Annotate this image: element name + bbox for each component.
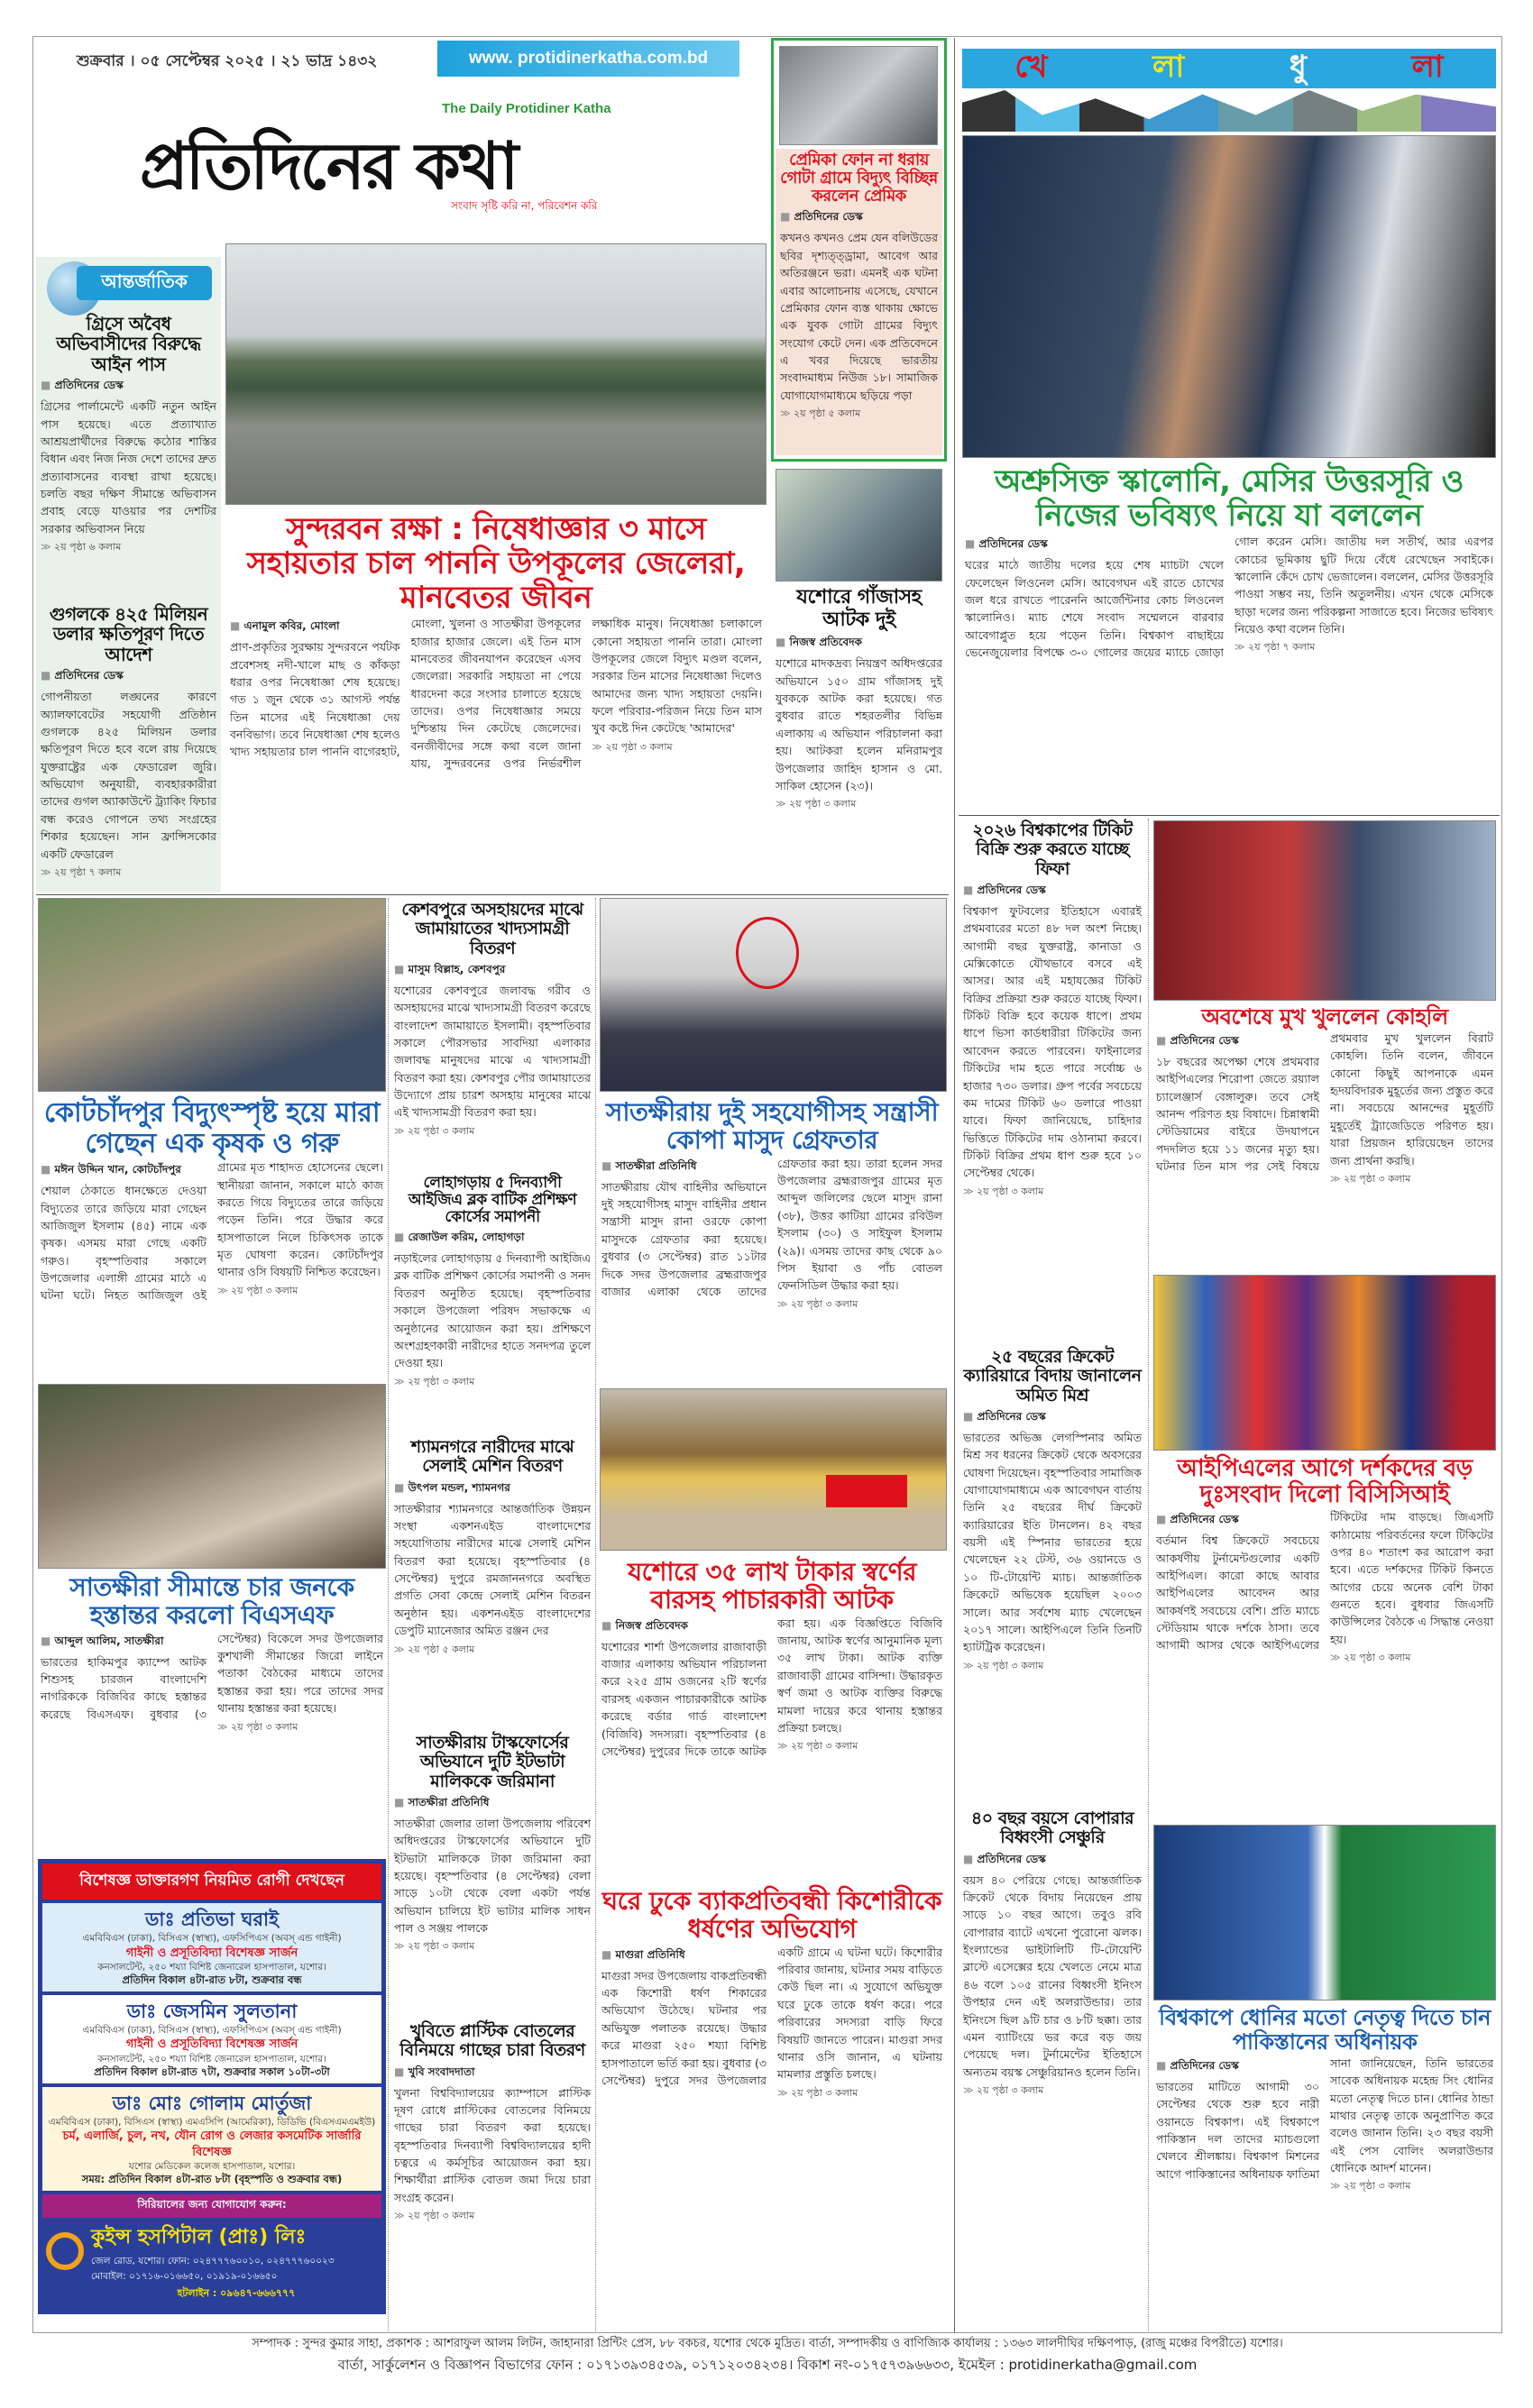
footer-imprint: সম্পাদক : সুন্দর কুমার সাহা, প্রকাশক : আশরাফুল আলম লিটন, জাহানারা প্রিন্টিং প্রেস, ৮৮ বকচর, যশোর থেকে মুদ্রিত। বার্তা, সম্পাদকীয় ও বাণিজ্যিক কার্যালয় : ১৩৬৩ লালদীঘির দক্ষিণপাড়, (রাজু মঞ্চের বিপরীতে) যশোর। <box>252 2337 1283 2350</box>
doctor-degrees: এমবিবিএস (ঢাকা), বিসিএস (স্বাস্থ্য), এফসিপিএস (অবস্ এন্ড গাইনী) <box>82 1933 342 1945</box>
article-dhoni <box>1152 2003 1498 2332</box>
continued-link[interactable]: ≫ ২য় পৃষ্ঠা ৩ কলাম <box>1330 2178 1493 2195</box>
continued-link[interactable]: ≫ ২য় পৃষ্ঠা ৬ কলাম <box>41 539 216 556</box>
hospital-hotline: হটলাইন : ০৯৬৪৭-৬৬৬৭৭৭ <box>177 2286 296 2299</box>
doctor-specialty: গাইনী ও প্রসূতিবিদ্যা বিশেষজ্ঞ সার্জন <box>125 1946 298 1960</box>
divider <box>595 898 596 2331</box>
article-body: বয়স ৪০ পেরিয়ে গেছে। আন্তর্জাতিক ক্রিকেট থেকে বিদায় নিয়েছেন প্রায় সাড়ে ১০ বছর আগে। তবুও রবি বোপারার ব্যাটে এখনো পুরোনো ঝলক। ইংল্যান্ডের ভাইটালিটি টি-টোয়েন্টি ব্লাস্টে এসেক্সের হয়ে খেলতে নেমে মাত্র ৪৬ বলে ১০৫ রানের বিধ্বংসী ইনিংস উপহার দেন এই অলরাউন্ডার। তার ইনিংসে ছিল ৯টি চার ও ৮টি ছক্কা। তার এমন ব্যাটিংয়ে ভর করে বড় জয় পেয়েছে দল। টুর্নামেন্টের ইতিহাসে অন্যতম বয়স্ক সেঞ্চুরিয়ানও হলেন তিনি। <box>963 1872 1142 2079</box>
article-body: গোপনীয়তা লঙ্ঘনের কারণে অ্যালফাবেটের সহযোগী প্রতিষ্ঠান গুগলকে ৪২৫ মিলিয়ন ডলার ক্ষতিপূরণ দিতে হবে বলে রায় দিয়েছে যুক্তরাষ্ট্রের এক ফেডারেল জুরি। অভিযোগ অনুযায়ী, ব্যবহারকারীরা তাদের গুগল অ্যাকাউন্টে ট্র্যাকিং ফিচার বন্ধ করেও গোপনে তথ্য সংগ্রহের শিকার হয়েছেন। সান ফ্রান্সিসকোর একটি ফেডারেল <box>41 690 216 861</box>
continued-link[interactable]: ≫ ২য় পৃষ্ঠা ৫ কলাম <box>780 406 938 423</box>
headline[interactable]: সুন্দরবন রক্ষা : নিষেধাজ্ঞার ৩ মাসে সহায়তার চাল পাননি উপকূলের জেলেরা, মানবেতর জীবন <box>246 511 746 617</box>
article-body-wrap <box>1156 1030 1493 1188</box>
ad-contact-label: সিরিয়ালের জন্য যোগাযোগ করুন: <box>42 2194 381 2218</box>
article-body: শেয়াল ঠেকাতে ধানক্ষেতে দেওয়া বিদ্যুতের তারে জড়িয়ে মারা গেছেন আজিজুল ইসলাম (৪৫) নামে এক কৃষক। এসময় মারা গেছে একটি গরুও। বৃহস্পতিবার সকালে উপজেলার এলাঙ্গী গ্রামের মাঠে এ ঘটনা ঘটে। নিহত আজিজুল ওই গ্রামের মৃত শাহাদত হোসেনের ছেলে। স্থানীয়রা জানান, সকালে মাঠে কাজ করতে গিয়ে বিদ্যুতের তারে জড়িয়ে পড়েন তিনি। পরে উদ্ধার করে হাসপাতালে নিলে চিকিৎসক তাকে মৃত ঘোষণা করেন। কোটচাঁদপুর থানার ওসি বিষয়টি নিশ্চিত করেছেন। <box>41 1160 383 1303</box>
divider <box>388 898 389 2331</box>
photo-dhoni-fatima <box>1153 1825 1496 2001</box>
article-body-wrap <box>41 1630 383 1736</box>
banner-letter: লা <box>1152 48 1185 85</box>
continued-link[interactable]: ≫ ২য় পৃষ্ঠা ৭ কলাম <box>41 865 216 882</box>
headline[interactable]: খুবিতে প্লাস্টিক বোতলের বিনিময়ে গাছের চারা বিতরণ <box>399 2021 585 2061</box>
headline[interactable]: যশোরে গাঁজাসহ আটক দুই <box>796 586 922 631</box>
article-body: কখনও কখনও প্রেম যেন বলিউডের ছবির দৃশ্যত্ত্ড্রামা, আবেগ আর অতিরঞ্জনে ভরা। এমনই এক ঘটনা এবার আলোচনায় এসেছে, যেখানে প্রেমিকার ফোন ব্যস্ত থাকায় ক্ষোভে এক যুবক গোটা গ্রামের বিদ্যুৎ সংযোগ কেটে দেন। এক প্রতিবেদনে এ খবর দিয়েছে ভারতীয় সংবাদমাধ্যম নিউজ ১৮। সামাজিক যোগাযোগমাধ্যমে ছড়িয়ে পড়া <box>780 231 938 402</box>
slogan: সংবাদ সৃষ্টি করি না, পরিবেশন করি <box>451 199 598 212</box>
article-byline: ■ প্রতিদিনের ডেস্ক <box>965 536 1224 554</box>
website-link[interactable] <box>437 41 739 77</box>
article-byline: ■ প্রতিদিনের ডেস্ক <box>41 668 216 686</box>
article-fifa <box>959 819 1146 1341</box>
article-lohagara <box>390 1172 595 1433</box>
article-satkhira-arrest <box>597 1095 947 1384</box>
photo-bgb-handover <box>38 1384 386 1569</box>
headline[interactable]: সাতক্ষীরায় দুই সহযোগীসহ সন্ত্রাসী কোপা মাসুদ গ্রেফতার <box>605 1097 939 1156</box>
article-body-wrap <box>230 615 762 772</box>
article-body-wrap <box>394 2065 591 2226</box>
headline[interactable]: প্রেমিকা ফোন না ধরায় গোটা গ্রামে বিদ্যুৎ বিচ্ছিন্ন করলেন প্রেমিক <box>780 151 938 206</box>
doctor-workplace: যশোর মেডিকেল কলেজ হাসপাতাল, যশোর। <box>128 2161 296 2173</box>
article-byline: ■ প্রতিদিনের ডেস্ক <box>41 378 216 396</box>
hospital-block <box>42 2218 381 2303</box>
headline[interactable]: কোটচাঁদপুর বিদ্যুৎস্পৃষ্ট হয়ে মারা গেছেন এক কৃষক ও গরু <box>43 1097 381 1159</box>
headline[interactable]: ৪০ বছর বয়সে বোপারার বিধ্বংসী সেঞ্চুরি <box>970 1808 1134 1848</box>
article-body-wrap <box>780 209 938 423</box>
continued-link[interactable]: ≫ ২য় পৃষ্ঠা ৩ কলাম <box>1330 1650 1493 1667</box>
headline[interactable]: অশ্রুসিক্ত স্কালোনি, মেসির উত্তরসূরি ও নিজের ভবিষ্যৎ নিয়ে যা বললেন <box>994 463 1464 535</box>
doctor-hours: সময়: প্রতিদিন বিকাল ৪টা-রাত ৮টা (বৃহস্পতি ও শুক্রবার বন্ধ) <box>81 2173 343 2186</box>
date-line-text: শুক্রবার । ০৫ সেপ্টেম্বর ২০২৫ । ২১ ভাদ্র ১৪৩২ <box>77 52 378 70</box>
photo-arrested-two <box>776 469 942 581</box>
continued-link[interactable]: ≫ ২য় পৃষ্ঠা ৭ কলাম <box>1235 639 1493 656</box>
headline[interactable]: ঘরে ঢুকে ব্যাকপ্রতিবন্ধী কিশোরীকে ধর্ষণের অভিযোগ <box>601 1886 942 1945</box>
article-body: নড়াইলের লোহাগড়ায় ৫ দিনব্যাপী আইজিএ ব্লক বাটিক প্রশিক্ষণ কোর্সের সমাপনী ও সনদ বিতরণ অনুষ্ঠিত হয়েছে। বৃহস্পতিবার সকালে উপজেলা পরিষদ সভাকক্ষে এ অনুষ্ঠানের আয়োজন করা হয়। প্রশিক্ষণে অংশগ্রহণকারী নারীদের হাতে সনদপত্র তুলে দেওয়া হয়। <box>394 1251 591 1370</box>
photo-arrested-three <box>600 898 947 1092</box>
article-body-wrap <box>601 1944 942 2102</box>
doctor-degrees: এমবিবিএস (ঢাকা), বিসিএস (স্বাস্থ্য), এফসিপিএস (অবস্ এন্ড গাইনী) <box>82 2025 342 2037</box>
continued-link[interactable]: ≫ ২য় পৃষ্ঠা ৩ কলাম <box>963 1184 1142 1201</box>
article-byline: ■ মঈন উদ্দিন খান, কোটচাঁদপুর <box>41 1162 207 1180</box>
article-body-wrap <box>963 1852 1142 2101</box>
article-greece <box>36 311 221 600</box>
photo-ipl-captains <box>1153 1275 1496 1451</box>
doctor-workplace: কনসালটেন্ট, ২৫০ শয্যা বিশিষ্ট জেনারেল হাসপাতাল, যশোর। <box>97 2053 326 2065</box>
article-body-wrap <box>1156 2055 1493 2196</box>
article-shyamnagar <box>390 1435 595 1728</box>
continued-link[interactable]: ≫ ২য় পৃষ্ঠা ৩ কলাম <box>394 1938 591 1955</box>
photo-scaloni <box>962 135 1496 458</box>
photo-electric-pole <box>779 46 938 145</box>
article-body-wrap <box>41 668 216 882</box>
article-body: মাগুরা সদর উপজেলায় বাকপ্রতিবন্ধী এক কিশোরী ধর্ষণ শিকারের অভিযোগ উঠেছে। ঘটনার পর অভিযুক্ত পলাতক রয়েছে। উদ্ধার করে মাগুরা ২৫০ শয্যা বিশিষ্ট হাসপাতালে ভর্তি করা হয়। বুধবার (৩ সেপ্টেম্বর) দুপুরে সদর উপজেলার একটি গ্রামে এ ঘটনা ঘটে। কিশোরীর পরিবার জানায়, ঘটনার সময় বাড়িতে কেউ ছিল না। এ সুযোগে অভিযুক্ত ঘরে ঢুকে তাকে ধর্ষণ করে। পরে পরিবারের সদস্যরা বাড়ি ফিরে বিষয়টি জানতে পারেন। মাগুরা সদর থানার ওসি জানান, এ ঘটনায় মামলার প্রস্তুতি চলছে। <box>601 1945 942 2087</box>
section-label-text: আন্তর্জাতিক <box>101 270 188 292</box>
article-body-wrap <box>601 1155 942 1314</box>
article-ipl <box>1152 1453 1498 1823</box>
article-byline: ■ নিজস্ব প্রতিবেদক <box>776 635 942 653</box>
doctor-specialty: চর্ম, এলার্জি, চুল, নখ, যৌন রোগ ও লেজার কসমেটিক সার্জারি বিশেষজ্ঞ <box>62 2129 362 2159</box>
article-byline: ■ প্রতিদিনের ডেস্ক <box>963 1409 1142 1427</box>
divider <box>1148 819 1149 2333</box>
headline[interactable]: গুগলকে ৪২৫ মিলিয়ন ডলার ক্ষতিপূরণ দিতে আদেশ <box>49 603 208 665</box>
article-kotchandpur <box>36 1095 388 1379</box>
banner-letter: ধু <box>1289 48 1307 85</box>
english-name: The Daily Protidiner Katha <box>442 101 611 116</box>
continued-link[interactable]: ≫ ২য় পৃষ্ঠা ৩ কলাম <box>217 1719 383 1736</box>
queens-logo-icon <box>46 2232 84 2270</box>
article-byline: ■ প্রতিদিনের ডেস্ক <box>963 1852 1142 1870</box>
headline[interactable]: আইপিএলের আগে দর্শকদের বড় দুঃসংবাদ দিলো বিসিসিআই <box>1177 1455 1473 1509</box>
premika-box <box>771 38 947 462</box>
sports-section <box>954 38 1502 2333</box>
article-body: যশোরে মাদকদ্রব্য নিয়ন্ত্রণ অধিদপ্তরের অভিযানে ১৫০ গ্রাম গাঁজাসহ দুই যুবককে আটক করা হয়েছে। গত বুধবার রাতে শহরতলীর বিভিন্ন এলাকায় এ অভিযান পরিচালনা করা হয়। আটকরা হলেন মনিরামপুর উপজেলার জাহিদ হাসান ও মো. সাকিল হোসেন (২৩)। <box>776 656 942 792</box>
article-body-wrap <box>41 1158 383 1305</box>
section-label <box>77 266 212 300</box>
article-body: যশোরের কেশবপুরে জলাবদ্ধ গরীব ও অসহায়দের মাঝে খাদ্যসামগ্রী বিতরণ করেছে বাংলাদেশ জামায়াতে ইসলামী। বৃহস্পতিবার সকালে পৌরসভার সাবদিয়া এলাকার জলাবদ্ধ মানুষদের মাঝে এ খাদ্যসামগ্রী বিতরণ করা হয়। কেশবপুর পৌর জামায়াতের উদ্যোগে প্রায় চারশ অসহায় মানুষের মাঝে এই খাদ্যসামগ্রী বিতরণ করা হয়। <box>394 983 591 1120</box>
hospital-mobile: মোবাইল: ০১৭১৬-০১৬৬৫০, ০১৯১৯-০১৬৬৫০ <box>91 2270 278 2282</box>
article-scaloni <box>960 462 1498 813</box>
doctor-name: ডাঃ জেসমিন সুলতানা <box>126 2000 298 2022</box>
article-body-wrap <box>963 883 1142 1201</box>
headline[interactable]: ২০২৬ বিশ্বকাপের টিকিট বিক্রি শুরু করতে যাচ্ছে ফিফা <box>972 820 1133 879</box>
hospital-ad[interactable] <box>38 1859 386 2314</box>
article-premika <box>776 149 942 455</box>
footer <box>32 2335 1502 2376</box>
article-byline: ■ রেজাউল করিম, লোহাগড়া <box>394 1230 591 1248</box>
photo-gold-bars <box>600 1388 947 1551</box>
article-body-wrap <box>394 1480 591 1659</box>
divider <box>36 894 949 895</box>
article-body-wrap <box>394 1230 591 1391</box>
continued-link[interactable]: ≫ ২য় পৃষ্ঠা ৩ কলাম <box>777 2085 942 2102</box>
article-byline: ■ প্রতিদিনের ডেস্ক <box>963 883 1142 901</box>
article-byline: ■ প্রতিদিনের ডেস্ক <box>1156 1033 1319 1051</box>
article-body: খুলনা বিশ্ববিদ্যালয়ের ক্যাম্পাসে প্লাস্টিক দূষণ রোধে প্লাস্টিকের বোতলের বিনিময়ে গাছের চারা বিতরণ করা হয়েছে। বৃহস্পতিবার দিনব্যাপী বিশ্ববিদ্যালয়ের হাদী চত্বরে এ কর্মসূচির আয়োজন করা হয়। শিক্ষার্থীরা প্লাস্টিক বোতল জমা দিয়ে চারা সংগ্রহ করেন। <box>394 2085 591 2204</box>
article-body: গ্রিসের পার্লামেন্টে একটি নতুন আইন পাস হয়েছে। এতে প্রত্যাখ্যাত আশ্রয়প্রার্থীদের বিরুদ্ধে কঠোর শাস্তির বিধান এবং নিজ নিজ দেশে তাদের দ্রুত প্রত্যাবাসনের ব্যবস্থা রাখা হয়েছে। চলতি বছর দক্ষিণ সীমান্তে অভিবাসন প্রবাহ বেড়ে যাওয়ার পর দেশটির সরকার অভিবাসন নিয়ে <box>41 399 216 536</box>
article-byline: ■ এনামুল কবির, মোংলা <box>230 618 400 636</box>
article-body-wrap <box>41 378 216 556</box>
doctor-name: ডাঃ মোঃ গোলাম মোর্তুজা <box>112 2092 312 2114</box>
article-byline: ■ প্রতিদিনের ডেস্ক <box>780 209 938 227</box>
newspaper-logo[interactable]: প্রতিদিনের কথা <box>140 127 517 204</box>
continued-link[interactable]: ≫ ২য় পৃষ্ঠা ৩ কলাম <box>1330 1171 1493 1188</box>
article-gold <box>597 1555 947 1880</box>
doctor-hours: প্রতিদিন বিকাল ৪টা-রাত ৮টা, শুক্রবার বন্ধ <box>122 1973 302 1987</box>
article-byline: ■ সাতক্ষীরা প্রতিনিধি <box>601 1158 766 1177</box>
article-byline: ■ নিজস্ব প্রতিবেদক <box>601 1618 766 1636</box>
article-body-wrap <box>963 1409 1142 1675</box>
article-sundarban <box>225 509 766 893</box>
doctor-card <box>42 1903 381 1991</box>
banner-letter: লা <box>1411 48 1444 85</box>
article-body-wrap <box>601 1615 942 1761</box>
headline[interactable]: অবশেষে মুখ খুললেন কোহলি <box>1201 1004 1448 1030</box>
article-body: যশোরের শার্শা উপজেলার রাজাবাড়ী বাজার এলাকায় অভিযান পরিচালনা করে ২২৫ গ্রাম ওজনের ২টি স্বর্ণের বারসহ একজন পাচারকারীকে আটক করেছে বর্ডার গার্ড বাংলাদেশ (বিজিবি) সদস্যরা। বৃহস্পতিবার (৪ সেপ্টেম্বর) দুপুরের দিকে তাকে আটক করা হয়। এক বিজ্ঞপ্তিতে বিজিবি জানায়, আটক স্বর্ণের আনুমানিক মূল্য ৩৫ লাখ টাকা। আটক ব্যক্তি রাজাবাড়ী গ্রামের বাসিন্দা। উদ্ধারকৃত স্বর্ণ জমা ও আটক ব্যক্তির বিরুদ্ধে মামলা দায়ের করে থানায় হস্তান্তর প্রক্রিয়া চলছে। <box>601 1616 942 1758</box>
article-body-wrap <box>965 533 1493 661</box>
international-section <box>36 257 221 893</box>
headline[interactable]: ২৫ বছরের ক্রিকেট ক্যারিয়ারে বিদায় জানালেন অমিত মিশ্র <box>963 1347 1142 1405</box>
doctor-name: ডাঃ প্রতিভা ঘরাই <box>144 1909 280 1930</box>
article-taskforce <box>390 1731 595 2001</box>
article-bsf <box>36 1570 388 1854</box>
photo-kohli <box>1153 820 1496 1001</box>
ad-title: বিশেষজ্ঞ ডাক্তারগণ নিয়মিত রোগী দেখছেন <box>42 1863 381 1900</box>
continued-link[interactable]: ≫ ২য় পৃষ্ঠা ৫ কলাম <box>394 1642 591 1659</box>
article-body: ঘরের মাঠে জাতীয় দলের হয়ে শেষ ম্যাচটা খেলে ফেলেছেন লিওনেল মেসি। আবেগঘন এই রাতে চোখের জল ধরে রাখতে পারেননি আর্জেন্টিনার কোচ লিওনেল স্কালোনিও। ম্যাচ শেষে সংবাদ সম্মেলনে বারবার আবেগাপ্লুত হয়ে পড়েন তিনি। বিশ্বকাপ বাছাইয়ে ভেনেজুয়েলার বিপক্ষে ৩-০ গোলের জয়ের ম্যাচে জোড়া গোল করেন মেসি। জাতীয় দল সতীর্থ, আর এরপর কোচের ভূমিকায় ছুটি দিয়ে বেঁধে রেখেছেন সবাইকে। স্কালোনি কেঁদে চোখ ভেজালেন। বললেন, মেসির উত্তরসূরি পাওয়া সম্ভব নয়, তিনি অতুলনীয়। এখন থেকে মেসিকে ছাড়া দলের জন্য পরিকল্পনা সাজাতে হবে। নিজের ভবিষ্যৎ নিয়েও কথা বলেন তিনি। <box>965 535 1494 660</box>
doctor-degrees: এমবিবিএস (ঢাকা), বিসিএস (স্বাস্থ্য) এমএসিপি (আমেরিকা), ডিডিভি (বিএসএমএমইউ) <box>48 2116 376 2128</box>
website-text: www. protidinerkatha.com.bd <box>468 49 709 68</box>
headline[interactable]: কেশবপুরে অসহায়দের মাঝে জামায়াতের খাদ্যসামগ্রী বিতরণ <box>401 900 583 958</box>
article-body-wrap <box>394 962 591 1140</box>
doctor-workplace: কনসালটেন্ট, ২৫০ শয্যা বিশিষ্ট জেনারেল হাসপাতাল, যশোর। <box>97 1962 326 1973</box>
article-body: ভারতের মাটিতে আগামী ৩০ সেপ্টেম্বর থেকে শুরু হবে নারী ওয়ানডে বিশ্বকাপ। এই বিশ্বকাপে পাকিস্তান দল তাদের ম্যাচগুলো খেলবে শ্রীলঙ্কায়। বিশ্বকাপ মিশনের আগে পাকিস্তানের অধিনায়ক ফাতিমা সানা জানিয়েছেন, তিনি ভারতের সাবেক অধিনায়ক মহেন্দ্র সিং ধোনির মতো নেতৃত্ব দিতে চান। ধোনির ঠান্ডা মাথার নেতৃত্ব তাকে অনুপ্রাণিত করে বলেও জানান তিনি। ২৩ বছর বয়সী এই পেস বোলিং অলরাউন্ডার ধোনিকে আদর্শ মানেন। <box>1156 2055 1493 2181</box>
article-byline: ■ আব্দুল আলিম, সাতক্ষীরা <box>41 1634 207 1652</box>
headline[interactable]: বিশ্বকাপে ধোনির মতো নেতৃত্ব দিতে চান পাকিস্তানের অধিনায়ক <box>1159 2005 1491 2055</box>
hospital-address: জেল রোড, যশোর। ফোন: ০২৪৭৭৭৬০০১০, ০২৪৭৭৭৬০০২৩ <box>91 2255 335 2266</box>
headline[interactable]: সাতক্ষীরা সীমান্তে চার জনকে হস্তান্তর করলো বিএসএফ <box>69 1572 354 1631</box>
continued-link[interactable]: ≫ ২য় পৃষ্ঠা ৩ কলাম <box>963 2083 1142 2100</box>
article-gore <box>597 1884 947 2330</box>
gold-label <box>826 1475 907 1507</box>
continued-link[interactable]: ≫ ২য় পৃষ্ঠা ৩ কলাম <box>592 739 762 756</box>
article-bopara <box>959 1807 1146 2330</box>
article-body: সাতক্ষীরার শ্যামনগরে আন্তর্জাতিক উন্নয়ন সংস্থা একশনএইড বাংলাদেশের সহযোগিতায় নারীদের মাঝে সেলাই মেশিন বিতরণ করা হয়েছে। বৃহস্পতিবার (৪ সেপ্টেম্বর) দুপুরে রমজাননগরে অবস্থিত প্রগতি সেবা কেন্দ্রে সেলাই মেশিন বিতরন অনুষ্ঠান হয়। একশনএইড বাংলাদেশের ডেপুটি ম্যানেজার অমিত রঞ্জন দের <box>394 1501 591 1638</box>
footer-contact: বার্তা, সার্কুলেশন ও বিজ্ঞাপন বিভাগের ফোন : ০১৭১৩৯৩৪৫৩৯, ০১৭১২০৩৪২৩৪। বিকাশ নং-০১৭৫৭৩৯৬৬৩৩, ইমেইল : protidinerkatha@gmail.com <box>337 2356 1198 2373</box>
headline[interactable]: শ্যামনগরে নারীদের মাঝে সেলাই মেশিন বিতরণ <box>410 1437 574 1477</box>
article-byline: ■ মাসুম বিল্লাহ, কেশবপুর <box>394 962 591 980</box>
headline[interactable]: সাতক্ষীরায় টাস্কফোর্সের অভিযানে দুটি ইটভাটা মালিককে জরিমানা <box>416 1733 569 1791</box>
article-byline: ■ সাতক্ষীরা প্রতিনিধি <box>394 1795 591 1813</box>
photo-fishing-boats <box>225 243 766 505</box>
article-google <box>36 601 221 890</box>
article-body: প্রাণ-প্রকৃতির সুরক্ষায় সুন্দরবনে পর্যটক প্রবেশসহ নদী-খালে মাছ ও কাঁকড়া ধরার ওপর নিষেধাজ্ঞা শেষ হয়েছে। গত ১ জুন থেকে ৩১ আগস্ট পর্যন্ত তিন মাসের এই নিষেধাজ্ঞা দেয় বনবিভাগ। তবে নিষেধাজ্ঞা শেষ হলেও খাদ্য সহায়তার চাল পাননি বাগেরহাট, মোংলা, খুলনা ও সাতক্ষীরা উপকূলের হাজার হাজার জেলে। এই তিন মাস মানবেতর জীবনযাপন করেছেন এসব জেলেরা। সরকারি সহায়তা না পেয়ে ধারদেনা করে সংসার চালাতে হয়েছে তাদের। ওপর নিষেধাজ্ঞার সময়ে দুশ্চিন্তায় দিন কেটেছে জেলেদের। বনজীবীদের সঙ্গে কথা বলে জানা যায়, সুন্দরবনের ওপর নির্ভরশীল লক্ষাধিক মানুষ। নিষেধাজ্ঞা চলাকালে কোনো সহায়তা পাননি তারা। মোংলা উপকূলের জেলে বিদ্যুৎ মণ্ডল বলেন, সরকার তিন মাসের নিষেধাজ্ঞা দিলেও আমাদের জন্য খাদ্য সহায়তা দেয়নি। ফলে পরিবার-পরিজন নিয়ে তিন মাস খুব কষ্টে দিন কেটেছে 'আমাদের' <box>230 617 762 771</box>
article-ganja <box>771 584 947 893</box>
doctor-hours: প্রতিদিন বিকাল ৪টা-রাত ৭টা, শুক্রবার সকাল ১০টা-৩টা <box>94 2065 330 2078</box>
divider <box>959 815 1500 816</box>
continued-link[interactable]: ≫ ২য় পৃষ্ঠা ৩ কলাম <box>394 2208 591 2225</box>
article-body-wrap <box>394 1795 591 1956</box>
continued-link[interactable]: ≫ ২য় পৃষ্ঠা ৩ কলাম <box>217 1283 383 1300</box>
article-body: ভারতের অভিজ্ঞ লেগস্পিনার অমিত মিশ্র সব ধরনের ক্রিকেট থেকে অবসরের ঘোষণা দিয়েছেন। বৃহস্পতিবার সামাজিক যোগাযোগমাধ্যমে এক আবেগঘন বার্তায় তিনি ২৫ বছরের দীর্ঘ ক্রিকেট ক্যারিয়ারের ইতি টানলেন। ৪২ বছর বয়সী এই স্পিনার ভারতের হয়ে খেলেছেন ২২ টেস্ট, ৩৬ ওয়ানডে ও ১০ টি-টোয়েন্টি ম্যাচ। আন্তর্জাতিক ক্রিকেটে অভিষেক হয়েছিল ২০০৩ সালে। আর সর্বশেষ ম্যাচ খেলেছেন ২০১৭ সালে। আইপিএলে তিনি তিনটি হ্যাটট্রিক করেছেন। <box>963 1430 1142 1654</box>
article-khubi <box>390 2019 595 2330</box>
continued-link[interactable]: ≫ ২য় পৃষ্ঠা ৩ কলাম <box>776 796 942 813</box>
doctor-list <box>42 1903 381 2191</box>
photo-kotchandpur-crowd <box>38 898 386 1092</box>
article-body: ১৮ বছরের অপেক্ষা শেষে প্রথমবার আইপিএলের শিরোপা জেতে রয়্যাল চ্যালেঞ্জার্স বেঙ্গালুরু। তবে সেই আনন্দ পরিণত হয় বিষাদে। চিন্নাস্বামী স্টেডিয়ামের বাইরে উদযাপনে পদদলিত হয়ে ১১ জনের মৃত্যু হয়। ঘটনার তিন মাস পর সেই বিষয়ে প্রথমবার মুখ খুললেন বিরাট কোহলি। তিনি বলেন, জীবনে কোনো কিছুই আপনাকে এমন হৃদয়বিদারক মুহূর্তের জন্য প্রস্তুত করে না। সবচেয়ে আনন্দের মুহূর্তটি মুহূর্তেই ট্র্যাজেডিতে পরিণত হয়। যারা প্রিয়জন হারিয়েছেন তাদের জন্য প্রার্থনা করছি। <box>1156 1030 1493 1174</box>
headline[interactable]: যশোরে ৩৫ লাখ টাকার স্বর্ণের বারসহ পাচারকারী আটক <box>627 1557 917 1616</box>
article-keshabpur <box>390 898 595 1204</box>
headline[interactable]: গ্রিসে অবৈধ অভিবাসীদের বিরুদ্ধে আইন পাস <box>56 313 201 375</box>
continued-link[interactable]: ≫ ২য় পৃষ্ঠা ৩ কলাম <box>394 1123 591 1140</box>
continued-link[interactable]: ≫ ২য় পৃষ্ঠা ৩ কলাম <box>394 1374 591 1391</box>
doctor-card <box>42 2087 381 2191</box>
continued-link[interactable]: ≫ ২য় পৃষ্ঠা ৩ কলাম <box>963 1658 1142 1675</box>
article-byline: ■ খুবি সংবাদদাতা <box>394 2065 591 2083</box>
article-mishra <box>959 1345 1146 1805</box>
article-body: ভারতের হাকিমপুর ক্যাম্পে আটক শিশুসহ চারজন বাংলাদেশি নাগরিককে বিজিবির কাছে হস্তান্তর করেছে বিএসএফ। বুধবার (৩ সেপ্টেম্বর) বিকেলে সদর উপজেলার কুশখালী সীমান্তের জিরো লাইনে পতাকা বৈঠকের মাধ্যমে তাদের হস্তান্তর করা হয়। পরে তাদের সদর থানায় হস্তান্তর করা হয়েছে। <box>41 1631 383 1721</box>
article-body-wrap <box>776 635 942 813</box>
article-byline: ■ প্রতিদিনের ডেস্ক <box>1156 2058 1319 2076</box>
continued-link[interactable]: ≫ ২য় পৃষ্ঠা ৩ কলাম <box>777 1738 942 1755</box>
sports-banner <box>962 49 1496 88</box>
article-byline: ■ উৎপল মন্ডল, শ্যামনগর <box>394 1480 591 1498</box>
article-byline: ■ প্রতিদিনের ডেস্ক <box>1156 1512 1319 1530</box>
article-kohli <box>1152 1003 1498 1273</box>
article-byline: ■ মাগুরা প্রতিনিধি <box>601 1947 766 1965</box>
article-body: সাতক্ষীরায় যৌথ বাহিনীর অভিযানে দুই সহযোগীসহ মাসুদ বাহিনীর প্রধান সন্ত্রাসী মাসুদ রানা ওরফে কোপা মাসুদকে গ্রেফতার করা হয়েছে। বুধবার (৩ সেপ্টেম্বর) রাত ১১টার দিকে সদর উপজেলার ব্রহ্মরাজপুর বাজার এলাকা থেকে তাদের গ্রেফতার করা হয়। তারা হলেন সদর উপজেলার ব্রহ্মরাজপুর গ্রামের মৃত আব্দুল জলিলের ছেলে মাসুদ রানা (৩৮), উত্তর কাটিয়া গ্রামের রবিউল ইসলাম (৩০) ও সাইফুল ইসলাম (২৯)। এসময় তাদের কাছ থেকে ৯০ পিস ইয়াবা ও পাঁচ বোতল ফেনসিডিল উদ্ধার করা হয়। <box>601 1156 942 1298</box>
athletes-silhouettes-icon <box>962 90 1496 132</box>
headline[interactable]: লোহাগড়ায় ৫ দিনব্যাপী আইজিএ ব্লক বাটিক প্রশিক্ষণ কোর্সের সমাপনী <box>408 1174 577 1227</box>
article-body: সাতক্ষীরা জেলার তালা উপজেলায় পরিবেশ অধিদপ্তরের টাস্কফোর্সের অভিযানে দুটি ইটভাটা মালিককে টাকা জরিমানা করা হয়েছে। বৃহস্পতিবার (৪ সেপ্টেম্বর) বেলা সাড়ে ১০টা থেকে বেলা একটা পর্যন্ত অভিযান চালিয়ে ইট ভাটার মালিক সাধন পাল ও সঞ্জয় পালকে <box>394 1816 591 1936</box>
article-body-wrap <box>1156 1508 1493 1667</box>
masthead <box>36 36 766 243</box>
article-body: বিশ্বকাপ ফুটবলের ইতিহাসে এবারই প্রথমবারের মতো ৪৮ দল অংশ নিচ্ছে। আগামী বছর যুক্তরাষ্ট্র, কানাডা ও মেক্সিকোতে যৌথভাবে বসবে এই আসর। আর এই মহাযজ্ঞের টিকিট বিক্রির প্রক্রিয়া শুরু করতে যাচ্ছে ফিফা। টিকিট বিক্রি হবে কয়েক ধাপে। প্রথম ধাপে ভিসা কার্ডধারীরা টিকিটের জন্য আবেদন করতে পারবেন। ফাইনালের টিকিটের দাম হতে পারে সর্বোচ্চ ৬ হাজার ৭৩০ ডলার। গ্রুপ পর্বের সবচেয়ে কম দামের টিকিট ৬০ ডলারে পাওয়া যাবে। ফিফা জানিয়েছে, চাহিদার ভিত্তিতে টিকিটের দাম ওঠানামা করবে। টিকিট বিক্রির প্রথম ধাপ শুরু হবে ১০ সেপ্টেম্বর থেকে। <box>963 903 1142 1180</box>
doctor-specialty: গাইনী ও প্রসূতিবিদ্যা বিশেষজ্ঞ সার্জন <box>125 2037 298 2052</box>
banner-letter: খে <box>1014 48 1048 85</box>
article-body: বর্তমান বিশ্ব ক্রিকেটে সবচেয়ে আকর্ষণীয় টুর্নামেন্টগুলোর একটি আইপিএল। কারো কাছে আবার আইপিএলের আবেদন আর আকর্ষণই সবচেয়ে বেশি। প্রতি ম্যাচে স্টেডিয়াম থাকে দর্শকে ঠাসা। তবে আগামী আসর থেকে আইপিএলের টিকিটের দাম বাড়ছে। জিএসটি কাঠামোয় পরিবর্তনের ফলে টিকিটের ওপর ৪০ শতাংশ কর আরোপ করা হবে। এতে দর্শকদের টিকিট কিনতে আগের চেয়ে অনেক বেশি টাকা গুনতে হবে। বুধবার জিএসটি কাউন্সিলের বৈঠকে এ সিদ্ধান্ত নেওয়া হয়। <box>1156 1510 1493 1653</box>
hospital-name: কুইন্স হসপিটাল (প্রাঃ) লিঃ <box>91 2225 307 2248</box>
continued-link[interactable]: ≫ ২য় পৃষ্ঠা ৩ কলাম <box>777 1296 942 1314</box>
date-line <box>77 50 377 75</box>
highlight-circle <box>736 917 799 989</box>
doctor-card <box>42 1995 381 2083</box>
